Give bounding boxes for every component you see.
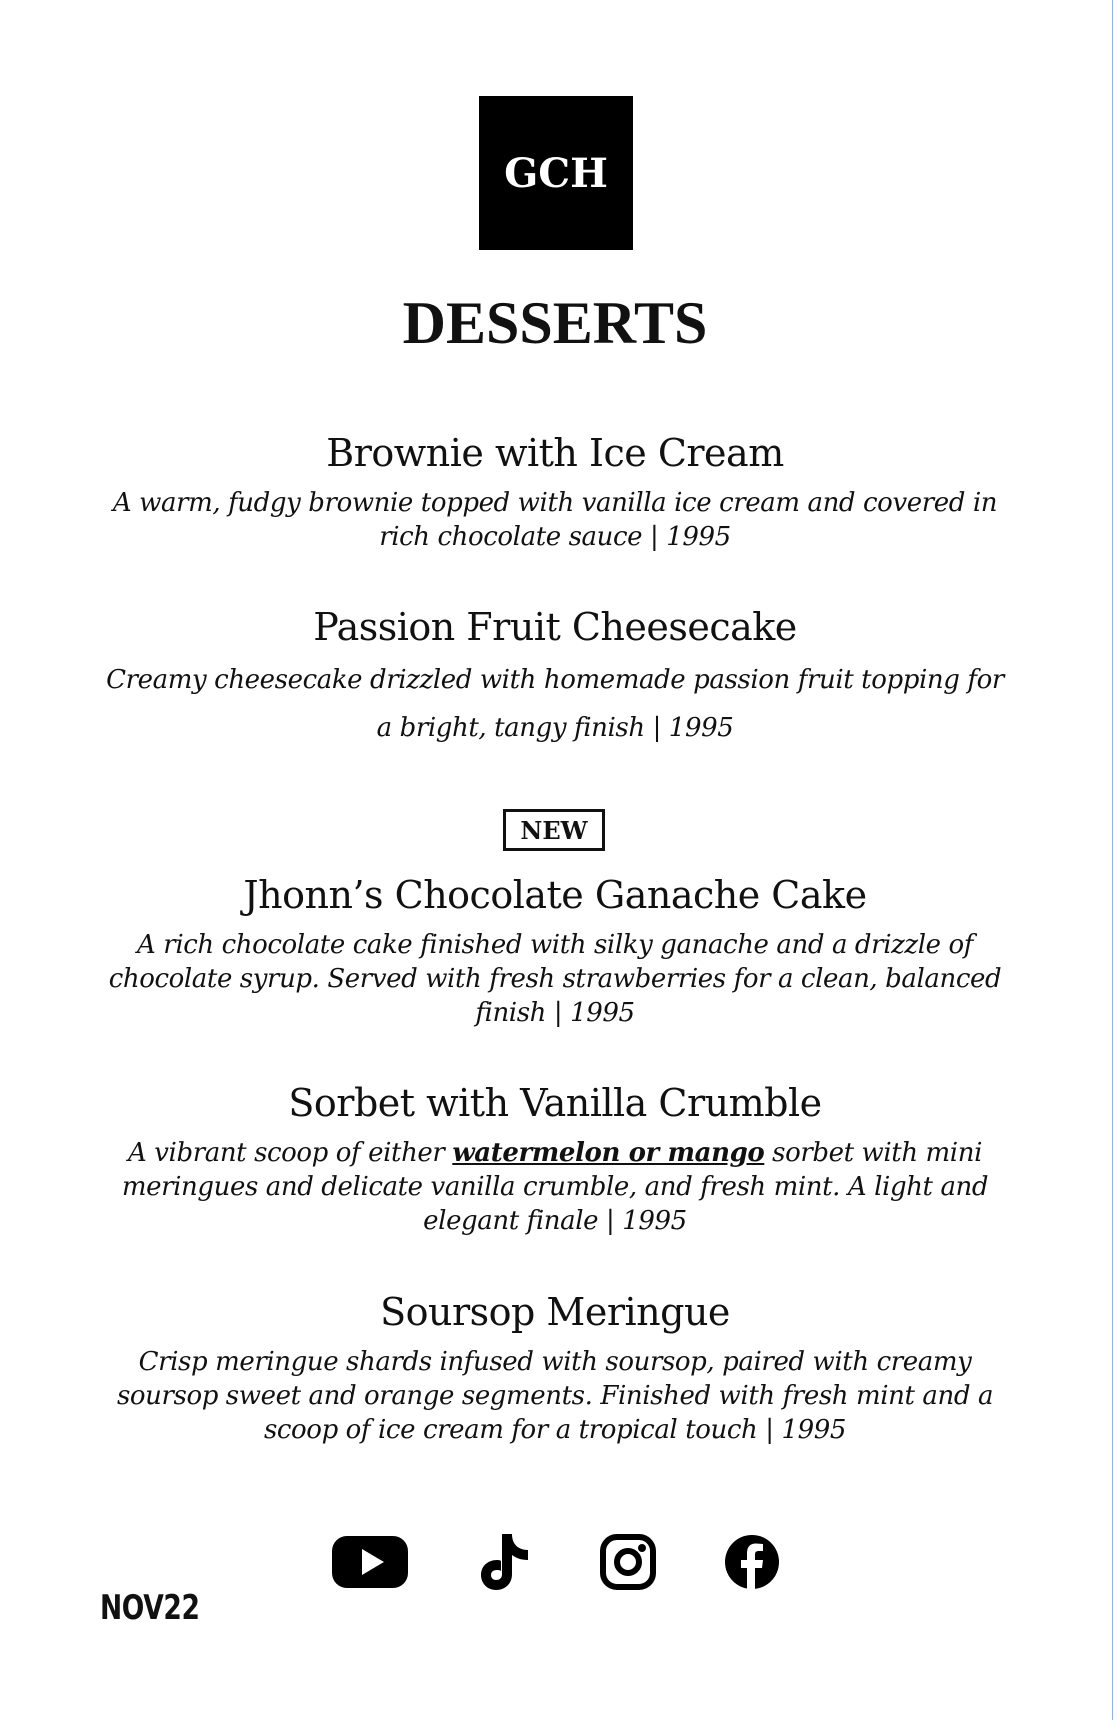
flavor-highlight: watermelon or mango (452, 1138, 765, 1168)
instagram-icon[interactable] (598, 1530, 658, 1594)
menu-item-description: A vibrant scoop of either watermelon or mango sorbet with mini meringues and delicate vanilla crumble, and fresh mint. A light and elegant finale | 1995 (121, 1138, 989, 1236)
menu-item-name: Passion Fruit Cheesecake (313, 605, 797, 649)
menu-item-name: Soursop Meringue (380, 1290, 730, 1334)
date-code: NOV22 (100, 1588, 200, 1628)
gch-logo (479, 96, 633, 250)
new-badge: NEW (503, 809, 605, 851)
menu-item (0, 1078, 1110, 1238)
menu-item (0, 428, 1110, 554)
page-title: DESSERTS (402, 290, 708, 356)
social-icons (330, 1530, 790, 1594)
menu-item (0, 870, 1110, 1030)
menu-item-name: Brownie with Ice Cream (326, 431, 784, 475)
menu-item (0, 1287, 1110, 1447)
page-edge-line (1112, 0, 1113, 1720)
tiktok-icon[interactable] (478, 1530, 534, 1594)
menu-item-description: A warm, fudgy brownie topped with vanilla ice cream and covered in rich chocolate sauce | 1995 (112, 488, 998, 552)
menu-item-name: Jhonn’s Chocolate Ganache Cake (243, 873, 867, 917)
menu-item-description: Crisp meringue shards infused with soursop, paired with creamy soursop sweet and orange segments. Finished with fresh mint and a scoop of ice cream for a tropical touch | 1995 (116, 1347, 994, 1445)
facebook-icon[interactable] (722, 1530, 782, 1594)
menu-item (0, 602, 1110, 752)
menu-item-description: Creamy cheesecake drizzled with homemade passion fruit topping for a bright, tangy finish | 1995 (106, 665, 1004, 743)
youtube-icon[interactable] (330, 1530, 410, 1594)
menu-item-description: A rich chocolate cake finished with silky ganache and a drizzle of chocolate syrup. Served with fresh strawberries for a clean, balanced finish | 1995 (108, 930, 1002, 1028)
logo-text: GCH (504, 149, 608, 197)
menu-item-name: Sorbet with Vanilla Crumble (288, 1081, 822, 1125)
